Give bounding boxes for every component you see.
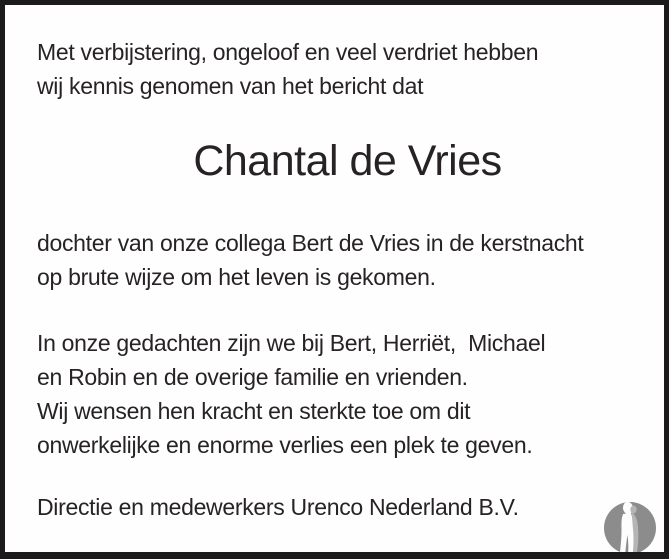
condolence-paragraph — [37, 326, 658, 462]
intro-line: wij kennis genomen van het bericht dat — [37, 73, 424, 99]
signature-row — [37, 490, 658, 524]
condolence-line: onwerkelijke en enorme verlies een plek te geven. — [37, 432, 533, 458]
cause-line: dochter van onze collega Bert de Vries in de kerstnacht — [37, 230, 584, 256]
deceased-name: Chantal de Vries — [193, 137, 502, 185]
memorial-logo — [602, 495, 658, 557]
condolence-line: en Robin en de overige familie en vrienden. — [37, 364, 468, 390]
condolence-line: Wij wensen hen kracht en sterkte toe om dit — [37, 398, 471, 424]
signature: Directie en medewerkers Urenco Nederland B.V. — [37, 494, 519, 520]
intro-paragraph — [37, 35, 658, 103]
intro-line: Met verbijstering, ongeloof en veel verdriet hebben — [37, 39, 539, 65]
cause-paragraph — [37, 226, 658, 294]
condolence-line: In onze gedachten zijn we bij Bert, Herriët, Michael — [37, 330, 546, 356]
embracing-figures-icon — [602, 495, 658, 557]
cause-line: op brute wijze om het leven is gekomen. — [37, 264, 436, 290]
